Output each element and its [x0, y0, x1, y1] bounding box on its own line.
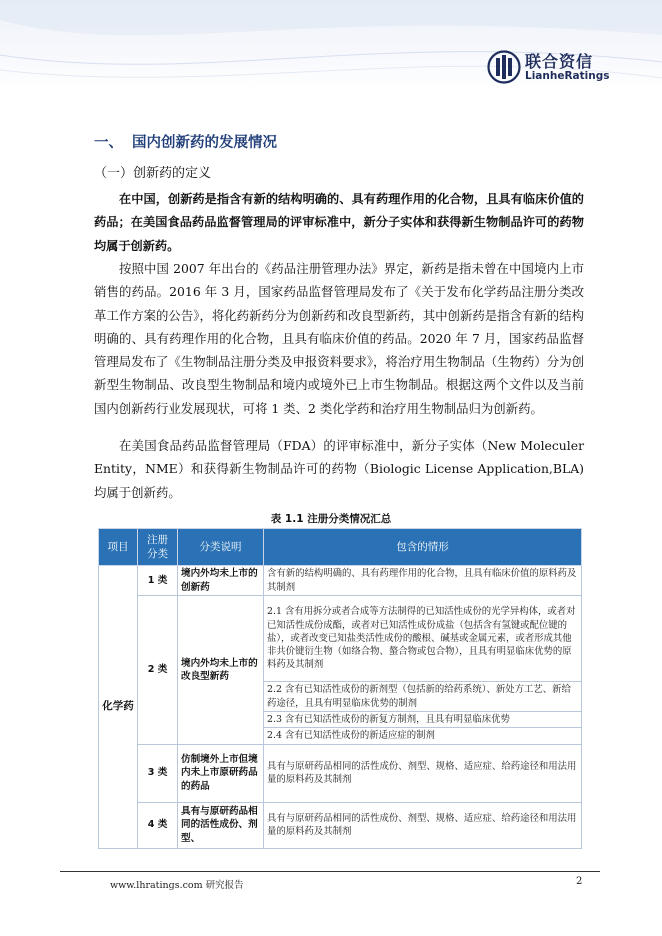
case-cell: 具有与原研药品相同的活性成份、剂型、规格、适应症、给药途径和用法用量的原料药及其制剂	[264, 802, 582, 848]
registration-table	[98, 528, 582, 849]
description-cell: 境内外均未上市的改良型新药	[178, 596, 264, 745]
subsection-heading: （一）创新药的定义	[94, 166, 212, 181]
description-cell: 仿制境外上市但境内未上市原研药品的药品	[178, 744, 264, 802]
company-logo	[487, 48, 647, 88]
logo-mark-icon	[487, 50, 521, 84]
table-header-cell: 项目	[99, 529, 138, 566]
logo-english-name: LianheRatings	[525, 70, 610, 82]
table-row	[99, 744, 582, 802]
class-cell: 3 类	[138, 744, 178, 802]
class-cell: 4 类	[138, 802, 178, 848]
section-title: 国内创新药的发展情况	[132, 135, 277, 151]
case-cell: 具有与原研药品相同的活性成份、剂型、规格、适应症、给药途径和用法用量的原料药及其制剂	[264, 744, 582, 802]
case-cell: 2.2 含有已知活性成份的新剂型（包括新的给药系统）、新处方工艺、新给药途径，且具有明显临床优势的制剂	[264, 682, 582, 712]
section-heading	[94, 131, 277, 152]
table-row	[99, 802, 582, 848]
table-header-row	[99, 529, 582, 566]
table-caption: 表 1.1 注册分类情况汇总	[270, 513, 392, 525]
page-number: 2	[576, 876, 583, 887]
description-cell: 具有与原研药品相同的活性成份、剂型、	[178, 802, 264, 848]
case-cell: 2.1 含有用拆分或者合成等方法制得的已知活性成份的光学异构体，或者对已知活性成份成酯，或者对已知活性成份成盐（包括含有氢键或配位键的盐），或者改变已知盐类活性成份的酸根、碱基或金属元素，或者形成其他非共价键衍生物（如络合物、螯合物或包合物），且具有明显临床优势的原料药及其制剂	[264, 596, 582, 682]
footer-site: www.lhratings.com 研究报告	[110, 880, 244, 891]
logo-chinese-name: 联合资信	[525, 52, 594, 71]
table-row	[99, 566, 582, 596]
category-cell: 化学药	[99, 566, 138, 849]
case-cell: 2.3 含有已知活性成份的新复方制剂，且具有明显临床优势	[264, 712, 582, 728]
table-header-cell: 注册分类	[138, 529, 178, 566]
case-cell: 含有新的结构明确的、具有药理作用的化合物，且具有临床价值的原料药及其制剂	[264, 566, 582, 596]
class-cell: 1 类	[138, 566, 178, 596]
china-definition-paragraph: 按照中国 2007 年出台的《药品注册管理办法》界定，新药是指未曾在中国境内上市销售的药品。2016 年 3 月，国家药品监督管理局发布了《关于发布化学药品注册分类改革工作方案的公告》，将化药新药分为创新药和改良型新药，其中创新药是指含有新的结构明确的、具有药理作用的化合物，且具有临床价值的药品。2020 年 7 月，国家药品监督管理局发布了《生物制品注册分类及申报资料要求》，将治疗用生物制品（生物药）分为创新型生物制品、改良型生物制品和境内或境外已上市生物制品。根据这两个文件以及当前国内创新药行业发展现状，可将 1 类、2 类化学药和治疗用生物制品归为创新药。	[94, 261, 584, 416]
summary-paragraph: 在中国，创新药是指含有新的结构明确的、具有药理作用的化合物，且具有临床价值的药品；在美国食品药品监督管理局的评审标准中，新分子实体和获得新生物制品许可的药物均属于创新药。	[94, 192, 584, 253]
footer-rule	[60, 871, 600, 872]
table-row	[99, 596, 582, 682]
case-cell: 2.4 含有已知活性成份的新适应症的制剂	[264, 728, 582, 744]
table-header-cell: 分类说明	[178, 529, 264, 566]
table-header-cell: 包含的情形	[264, 529, 582, 566]
class-cell: 2 类	[138, 596, 178, 745]
fda-definition-paragraph: 在美国食品药品监督管理局（FDA）的评审标准中，新分子实体（New Moleculer Entity，NME）和获得新生物制品许可的药物（Biologic License Application,BLA)均属于创新药。	[94, 438, 584, 500]
description-cell: 境内外均未上市的创新药	[178, 566, 264, 596]
section-number: 一、	[94, 135, 123, 151]
